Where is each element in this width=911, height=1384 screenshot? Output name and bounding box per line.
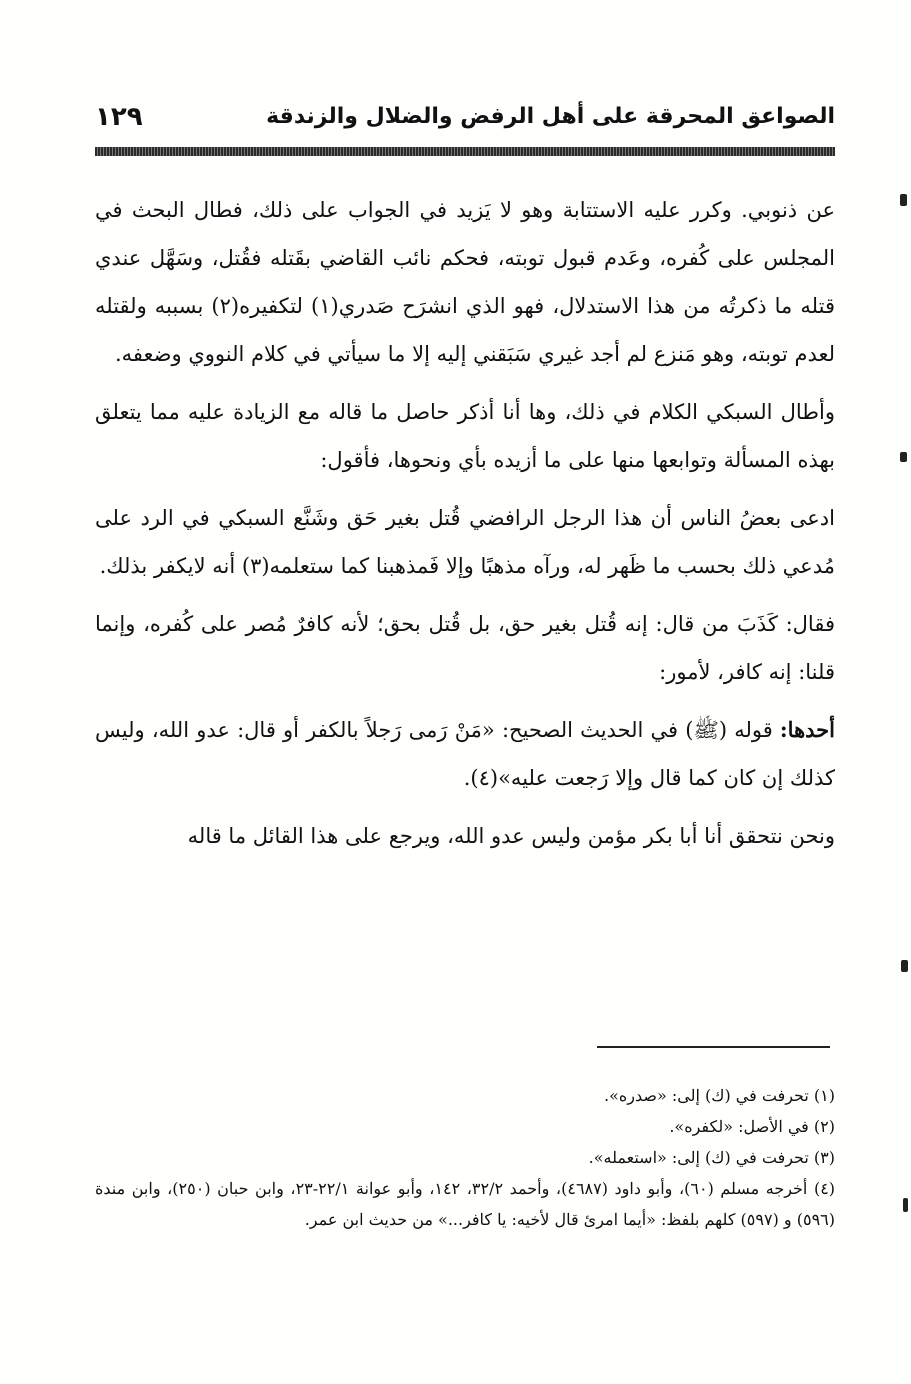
paragraph: ونحن نتحقق أنا أبا بكر مؤمن وليس عدو الله، ويرجع على هذا القائل ما قاله xyxy=(187,824,835,848)
paragraph-lead: أحدها: xyxy=(779,717,835,742)
scan-mark xyxy=(901,960,908,972)
main-text xyxy=(95,186,835,870)
running-title: الصواعق المحرقة على أهل الرفض والضلال والزندقة xyxy=(266,104,835,129)
footnotes xyxy=(95,1080,835,1235)
scan-mark xyxy=(903,1198,908,1212)
footnote-separator xyxy=(597,1046,830,1048)
page-number: ١٢٩ xyxy=(95,102,143,132)
footnote: (٤) أخرجه مسلم (٦٠)، وأبو داود (٤٦٨٧)، وأحمد ٣٢/٢، ١٤٢، وأبو عوانة ٢٢/١-٢٣، وابن حبان (٢٥٠)، وابن مندة (٥٩٦) و (٥٩٧) كلهم بلفظ: «أيما امرئ قال لأخيه: يا كافر...» من حديث ابن عمر. xyxy=(95,1179,836,1229)
paragraph: ادعى بعضُ الناس أن هذا الرجل الرافضي قُتل بغير حَق وشَنَّع السبكي في الرد على مُدعي ذلك بحسب ما ظَهر له، ورآه مذهبًا وإلا فَمذهبنا كما ستعلمه(٣) أنه لايكفر بذلك. xyxy=(95,506,835,578)
footnote: (٣) تحرفت في (ك) إلى: «استعمله». xyxy=(588,1148,835,1167)
paragraph-text: قوله (ﷺ) في الحديث الصحيح: «مَنْ رَمى رَجلاً بالكفر أو قال: عدو الله، وليس كذلك إن كان كما قال وإلا رَجعت عليه»(٤). xyxy=(95,718,835,790)
page-header xyxy=(95,104,835,140)
footnote: (٢) في الأصل: «لكفره». xyxy=(669,1117,835,1136)
header-rule xyxy=(95,147,835,156)
paragraph: عن ذنوبي. وكرر عليه الاستتابة وهو لا يَزيد في الجواب على ذلك، فطال البحث في المجلس على كُفره، وعَدم قبول توبته، فحكم نائب القاضي بقَتله فقُتل، وسَهَّل عندي قتله ما ذكرتُه من هذا الاستدلال، فهو الذي انشرَح صَدري(١) لتكفيره(٢) بسببه ولقتله لعدم توبته، وهو مَنزع لم أجد غيري سَبَقني إليه إلا ما سيأتي في كلام النووي وضعفه. xyxy=(95,198,835,366)
paragraph: فقال: كَذَبَ من قال: إنه قُتل بغير حق، بل قُتل بحق؛ لأنه كافرٌ مُصر على كُفره، وإنما قلنا: إنه كافر، لأمور: xyxy=(95,612,835,684)
footnote: (١) تحرفت في (ك) إلى: «صدره». xyxy=(604,1086,835,1105)
scan-mark xyxy=(900,452,907,462)
paragraph: وأطال السبكي الكلام في ذلك، وها أنا أذكر حاصل ما قاله مع الزيادة عليه مما يتعلق بهذه المسألة وتوابعها منها على ما أزيده بأي ونحوها، فأقول: xyxy=(95,400,835,472)
paragraph xyxy=(95,706,835,802)
scan-mark xyxy=(900,194,907,206)
